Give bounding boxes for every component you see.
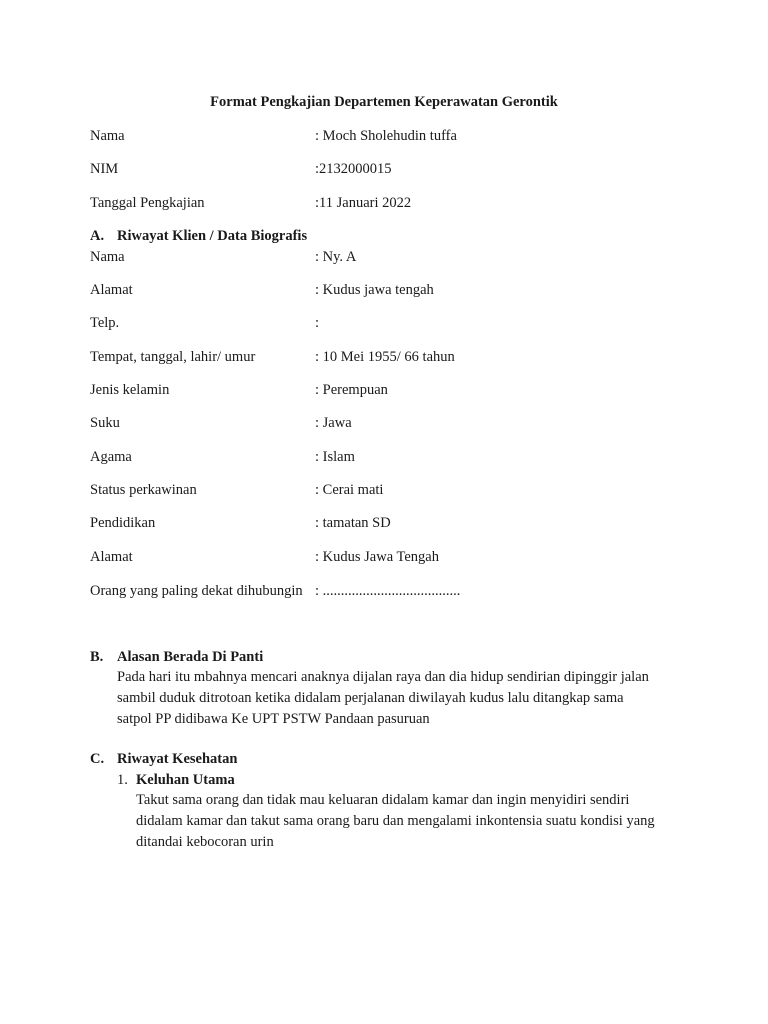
- field-value: : Cerai mati: [315, 482, 384, 498]
- field-label: Nama: [90, 128, 125, 144]
- field-label: Pendidikan: [90, 515, 156, 531]
- field-row: [90, 581, 690, 601]
- field-label: Tempat, tanggal, lahir/ umur: [90, 349, 256, 365]
- field-row: [90, 280, 690, 300]
- field-label: Suku: [90, 415, 120, 431]
- field-value: : Islam: [315, 449, 355, 465]
- field-label: Nama: [90, 249, 125, 265]
- field-value: :2132000015: [315, 161, 392, 177]
- field-row-nama: [90, 126, 690, 146]
- field-value: : 10 Mei 1955/ 66 tahun: [315, 349, 455, 365]
- section-heading-text: Riwayat Kesehatan: [117, 751, 238, 767]
- field-row: [90, 247, 690, 267]
- field-label: Telp.: [90, 315, 120, 331]
- field-row: [90, 547, 690, 567]
- field-row: [90, 413, 690, 433]
- section-a-heading: [90, 226, 307, 246]
- field-value: : Kudus jawa tengah: [315, 282, 434, 298]
- field-row: [90, 447, 690, 467]
- field-value: : Kudus Jawa Tengah: [315, 549, 439, 565]
- section-marker: C.: [90, 751, 105, 767]
- document-title: Format Pengkajian Departemen Keperawatan Gerontik: [210, 94, 558, 110]
- field-label: Orang yang paling dekat dihubungin: [90, 583, 303, 599]
- field-value: : Perempuan: [315, 382, 388, 398]
- paragraph-line: Takut sama orang dan tidak mau keluaran didalam kamar dan ingin menyidiri sendiri: [136, 792, 630, 808]
- field-value: : Jawa: [315, 415, 352, 431]
- field-label: Alamat: [90, 282, 133, 298]
- field-row: [90, 380, 690, 400]
- paragraph-line: didalam kamar dan takut sama orang baru dan mengalami inkontensia suatu kondisi yang: [136, 813, 655, 829]
- section-b-paragraph: [117, 667, 692, 730]
- subsection-1-heading: [117, 770, 235, 790]
- section-heading-text: Alasan Berada Di Panti: [117, 649, 264, 665]
- section-c-heading: [90, 749, 237, 769]
- field-value: :11 Januari 2022: [315, 195, 412, 211]
- field-row-nim: [90, 159, 690, 179]
- field-row: [90, 480, 690, 500]
- field-label: Jenis kelamin: [90, 382, 170, 398]
- section-b-heading: [90, 647, 263, 667]
- field-label: Alamat: [90, 549, 133, 565]
- field-row-tanggal: [90, 193, 690, 213]
- field-label: Status perkawinan: [90, 482, 197, 498]
- field-row: [90, 347, 690, 367]
- section-marker: B.: [90, 649, 104, 665]
- section-heading-text: Riwayat Klien / Data Biografis: [117, 228, 308, 244]
- field-row: [90, 513, 690, 533]
- subsection-heading-text: Keluhan Utama: [136, 772, 235, 788]
- field-value: : Moch Sholehudin tuffa: [315, 128, 457, 144]
- field-row: [90, 313, 690, 333]
- subsection-marker: 1.: [117, 772, 128, 788]
- field-value: : ......................................: [315, 583, 461, 599]
- field-label: Agama: [90, 449, 132, 465]
- paragraph-line: Pada hari itu mbahnya mencari anaknya dijalan raya dan dia hidup sendirian dipinggir jalan: [117, 669, 649, 685]
- field-value: : tamatan SD: [315, 515, 391, 531]
- section-marker: A.: [90, 228, 105, 244]
- field-value: :: [315, 315, 320, 331]
- paragraph-line: sambil duduk ditrotoan ketika didalam perjalanan diwilayah kudus lalu ditangkap sama: [117, 690, 624, 706]
- field-value: : Ny. A: [315, 249, 357, 265]
- field-label: NIM: [90, 161, 119, 177]
- subsection-1-paragraph: [136, 790, 692, 853]
- field-label: Tanggal Pengkajian: [90, 195, 205, 211]
- paragraph-line: ditandai kebocoran urin: [136, 834, 274, 850]
- paragraph-line: satpol PP didibawa Ke UPT PSTW Pandaan pasuruan: [117, 711, 430, 727]
